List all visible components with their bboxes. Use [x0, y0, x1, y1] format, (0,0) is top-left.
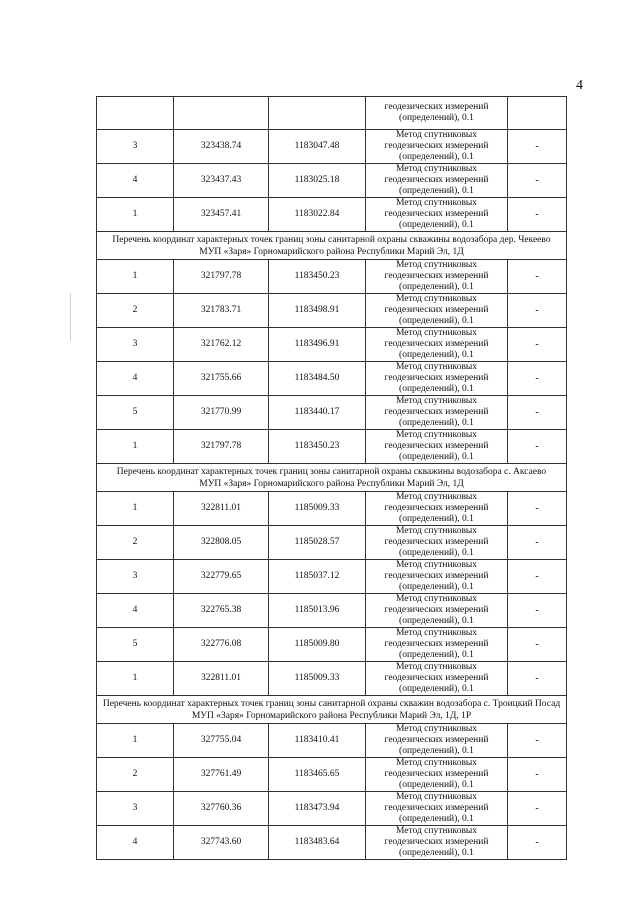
method-cell: [366, 724, 508, 758]
page-number: 4: [576, 78, 583, 93]
method-line: геодезических измерений: [384, 102, 489, 112]
section-header-line: Перечень координат характерных точек границ зоны санитарной охраны скважин водозабора с. Троицкий Посад: [102, 698, 561, 709]
x-coordinate-cell: 322808.05: [174, 526, 269, 560]
y-coordinate-cell: 1183483.64: [269, 826, 366, 860]
method-text: [366, 826, 507, 859]
method-text: [366, 594, 507, 627]
method-line: Метод спутниковых: [395, 430, 478, 440]
method-line: геодезических измерений: [384, 605, 489, 615]
method-line: (определений), 0.1: [399, 113, 474, 123]
method-line: Метод спутниковых: [395, 294, 478, 304]
table-row: [97, 724, 567, 758]
method-text: [366, 294, 507, 327]
method-line: (определений), 0.1: [399, 814, 474, 824]
point-number-cell: 5: [97, 628, 174, 662]
x-coordinate-cell: 327760.36: [174, 792, 269, 826]
table-row: [97, 792, 567, 826]
method-line: (определений), 0.1: [399, 650, 474, 660]
point-number-cell: 4: [97, 164, 174, 198]
dash-cell: -: [508, 396, 567, 430]
method-text: [366, 662, 507, 695]
method-cell: [366, 97, 508, 130]
method-cell: [366, 164, 508, 198]
method-line: геодезических измерений: [384, 305, 489, 315]
method-line: (определений), 0.1: [399, 282, 474, 292]
method-line: Метод спутниковых: [395, 362, 478, 372]
method-text: [366, 328, 507, 361]
dash-cell: -: [508, 560, 567, 594]
method-cell: [366, 362, 508, 396]
method-line: геодезических измерений: [384, 673, 489, 683]
x-coordinate-cell: 321797.78: [174, 430, 269, 464]
dash-cell: -: [508, 130, 567, 164]
x-coordinate-cell: 322776.08: [174, 628, 269, 662]
method-line: геодезических измерений: [384, 837, 489, 847]
coordinates-table: [96, 96, 567, 860]
method-text: [366, 362, 507, 395]
method-line: (определений), 0.1: [399, 616, 474, 626]
dash-cell: -: [508, 362, 567, 396]
method-line: (определений), 0.1: [399, 780, 474, 790]
table-row: [97, 97, 567, 130]
method-line: (определений), 0.1: [399, 418, 474, 428]
section-header-line: Перечень координат характерных точек границ зоны санитарной охраны скважины водозабора дер. Чекеево: [112, 234, 551, 245]
method-line: геодезических измерений: [384, 735, 489, 745]
y-coordinate-cell: 1185009.80: [269, 628, 366, 662]
point-number-cell: 2: [97, 294, 174, 328]
method-text: [366, 724, 507, 757]
point-number-cell: 4: [97, 826, 174, 860]
point-number-cell: 1: [97, 724, 174, 758]
y-coordinate-cell: 1183440.17: [269, 396, 366, 430]
section-header: [97, 464, 567, 492]
y-coordinate-cell: 1183473.94: [269, 792, 366, 826]
table-row: [97, 826, 567, 860]
x-coordinate-cell: 321770.99: [174, 396, 269, 430]
section-header-line: Перечень координат характерных точек границ зоны санитарной охраны скважины водозабора с. Аксаево: [116, 466, 547, 477]
x-coordinate-cell: 323438.74: [174, 130, 269, 164]
method-line: Метод спутниковых: [395, 198, 478, 208]
method-line: Метод спутниковых: [395, 826, 478, 836]
y-coordinate-cell: 1185009.33: [269, 492, 366, 526]
method-line: Метод спутниковых: [395, 526, 478, 536]
method-line: Метод спутниковых: [395, 492, 478, 502]
method-line: (определений), 0.1: [399, 582, 474, 592]
method-line: геодезических измерений: [384, 769, 489, 779]
method-text: [366, 130, 507, 163]
method-cell: [366, 294, 508, 328]
y-coordinate-cell: 1185037.12: [269, 560, 366, 594]
point-number-cell: 2: [97, 526, 174, 560]
dash-cell: -: [508, 826, 567, 860]
x-coordinate-cell: [174, 97, 269, 130]
y-coordinate-cell: 1183410.41: [269, 724, 366, 758]
dash-cell: -: [508, 758, 567, 792]
method-line: Метод спутниковых: [395, 594, 478, 604]
method-line: Метод спутниковых: [395, 662, 478, 672]
section-header-row: [97, 232, 567, 260]
method-cell: [366, 130, 508, 164]
section-header-row: [97, 696, 567, 724]
method-line: (определений), 0.1: [399, 220, 474, 230]
point-number-cell: 3: [97, 130, 174, 164]
x-coordinate-cell: 327743.60: [174, 826, 269, 860]
dash-cell: -: [508, 164, 567, 198]
dash-cell: -: [508, 198, 567, 232]
method-text: [366, 102, 507, 124]
method-text: [366, 164, 507, 197]
method-cell: [366, 662, 508, 696]
x-coordinate-cell: 323437.43: [174, 164, 269, 198]
x-coordinate-cell: 323457.41: [174, 198, 269, 232]
table-row: [97, 362, 567, 396]
dash-cell: [508, 97, 567, 130]
dash-cell: -: [508, 260, 567, 294]
table-row: [97, 294, 567, 328]
method-text: [366, 198, 507, 231]
scan-artifact: [70, 293, 71, 341]
method-line: геодезических измерений: [384, 571, 489, 581]
table-row: [97, 260, 567, 294]
x-coordinate-cell: 321783.71: [174, 294, 269, 328]
method-line: геодезических измерений: [384, 373, 489, 383]
method-cell: [366, 430, 508, 464]
method-text: [366, 492, 507, 525]
method-cell: [366, 396, 508, 430]
section-header: [97, 232, 567, 260]
method-text: [366, 430, 507, 463]
y-coordinate-cell: 1183025.18: [269, 164, 366, 198]
method-line: (определений), 0.1: [399, 746, 474, 756]
point-number-cell: 3: [97, 792, 174, 826]
method-cell: [366, 198, 508, 232]
method-line: (определений), 0.1: [399, 848, 474, 858]
y-coordinate-cell: 1183465.65: [269, 758, 366, 792]
method-line: геодезических измерений: [384, 803, 489, 813]
dash-cell: -: [508, 594, 567, 628]
point-number-cell: 4: [97, 362, 174, 396]
dash-cell: -: [508, 662, 567, 696]
point-number-cell: 5: [97, 396, 174, 430]
x-coordinate-cell: 327761.49: [174, 758, 269, 792]
point-number-cell: 3: [97, 328, 174, 362]
method-line: (определений), 0.1: [399, 316, 474, 326]
method-line: геодезических измерений: [384, 271, 489, 281]
method-line: (определений), 0.1: [399, 548, 474, 558]
table-row: [97, 328, 567, 362]
table-row: [97, 560, 567, 594]
method-line: геодезических измерений: [384, 537, 489, 547]
y-coordinate-cell: 1183450.23: [269, 430, 366, 464]
method-line: Метод спутниковых: [395, 260, 478, 270]
method-line: (определений), 0.1: [399, 684, 474, 694]
y-coordinate-cell: 1183496.91: [269, 328, 366, 362]
point-number-cell: 1: [97, 260, 174, 294]
y-coordinate-cell: 1185013.96: [269, 594, 366, 628]
point-number-cell: 1: [97, 198, 174, 232]
method-text: [366, 260, 507, 293]
method-line: Метод спутниковых: [395, 758, 478, 768]
method-line: Метод спутниковых: [395, 396, 478, 406]
method-line: геодезических измерений: [384, 503, 489, 513]
method-line: Метод спутниковых: [395, 328, 478, 338]
point-number-cell: 4: [97, 594, 174, 628]
point-number-cell: 3: [97, 560, 174, 594]
table-row: [97, 526, 567, 560]
method-text: [366, 758, 507, 791]
method-text: [366, 560, 507, 593]
method-line: Метод спутниковых: [395, 164, 478, 174]
point-number-cell: 2: [97, 758, 174, 792]
method-cell: [366, 628, 508, 662]
method-cell: [366, 328, 508, 362]
dash-cell: -: [508, 430, 567, 464]
method-cell: [366, 560, 508, 594]
section-header-line: МУП «Заря» Горномарийского района Республики Марий Эл, 1Д: [199, 478, 464, 489]
point-number-cell: 1: [97, 492, 174, 526]
x-coordinate-cell: 322811.01: [174, 662, 269, 696]
method-line: геодезических измерений: [384, 141, 489, 151]
method-line: (определений), 0.1: [399, 152, 474, 162]
method-line: геодезических измерений: [384, 639, 489, 649]
section-header-line: МУП «Заря» Горномарийского района Республики Марий Эл, 1Д: [199, 246, 464, 257]
coordinates-table-body: [97, 97, 567, 860]
method-line: (определений), 0.1: [399, 186, 474, 196]
method-cell: [366, 758, 508, 792]
table-row: [97, 396, 567, 430]
method-line: Метод спутниковых: [395, 628, 478, 638]
y-coordinate-cell: 1183047.48: [269, 130, 366, 164]
table-row: [97, 628, 567, 662]
y-coordinate-cell: 1183450.23: [269, 260, 366, 294]
table-row: [97, 594, 567, 628]
table-row: [97, 130, 567, 164]
method-line: (определений), 0.1: [399, 384, 474, 394]
method-cell: [366, 492, 508, 526]
dash-cell: -: [508, 792, 567, 826]
section-header-row: [97, 464, 567, 492]
table-row: [97, 164, 567, 198]
y-coordinate-cell: 1185028.57: [269, 526, 366, 560]
table-row: [97, 198, 567, 232]
dash-cell: -: [508, 328, 567, 362]
point-number-cell: [97, 97, 174, 130]
y-coordinate-cell: 1183498.91: [269, 294, 366, 328]
method-line: (определений), 0.1: [399, 350, 474, 360]
x-coordinate-cell: 322779.65: [174, 560, 269, 594]
method-line: Метод спутниковых: [395, 130, 478, 140]
section-header-line: МУП «Заря» Горномарийского района Республики Марий Эл, 1Д, 1Р: [191, 710, 472, 721]
x-coordinate-cell: 321762.12: [174, 328, 269, 362]
method-line: (определений), 0.1: [399, 514, 474, 524]
point-number-cell: 1: [97, 662, 174, 696]
method-cell: [366, 826, 508, 860]
y-coordinate-cell: 1183022.84: [269, 198, 366, 232]
method-line: геодезических измерений: [384, 209, 489, 219]
point-number-cell: 1: [97, 430, 174, 464]
x-coordinate-cell: 322811.01: [174, 492, 269, 526]
method-cell: [366, 594, 508, 628]
dash-cell: -: [508, 294, 567, 328]
method-text: [366, 628, 507, 661]
method-line: Метод спутниковых: [395, 792, 478, 802]
dash-cell: -: [508, 526, 567, 560]
dash-cell: -: [508, 628, 567, 662]
table-row: [97, 492, 567, 526]
x-coordinate-cell: 322765.38: [174, 594, 269, 628]
x-coordinate-cell: 321797.78: [174, 260, 269, 294]
y-coordinate-cell: 1183484.50: [269, 362, 366, 396]
method-line: геодезических измерений: [384, 339, 489, 349]
dash-cell: -: [508, 492, 567, 526]
method-text: [366, 526, 507, 559]
method-cell: [366, 260, 508, 294]
method-line: Метод спутниковых: [395, 724, 478, 734]
method-line: геодезических измерений: [384, 175, 489, 185]
method-line: (определений), 0.1: [399, 452, 474, 462]
dash-cell: -: [508, 724, 567, 758]
x-coordinate-cell: 327755.04: [174, 724, 269, 758]
x-coordinate-cell: 321755.66: [174, 362, 269, 396]
method-text: [366, 792, 507, 825]
method-line: Метод спутниковых: [395, 560, 478, 570]
method-line: геодезических измерений: [384, 407, 489, 417]
table-row: [97, 662, 567, 696]
table-row: [97, 758, 567, 792]
section-header: [97, 696, 567, 724]
method-cell: [366, 792, 508, 826]
y-coordinate-cell: [269, 97, 366, 130]
method-cell: [366, 526, 508, 560]
method-line: геодезических измерений: [384, 441, 489, 451]
method-text: [366, 396, 507, 429]
table-row: [97, 430, 567, 464]
y-coordinate-cell: 1185009.33: [269, 662, 366, 696]
